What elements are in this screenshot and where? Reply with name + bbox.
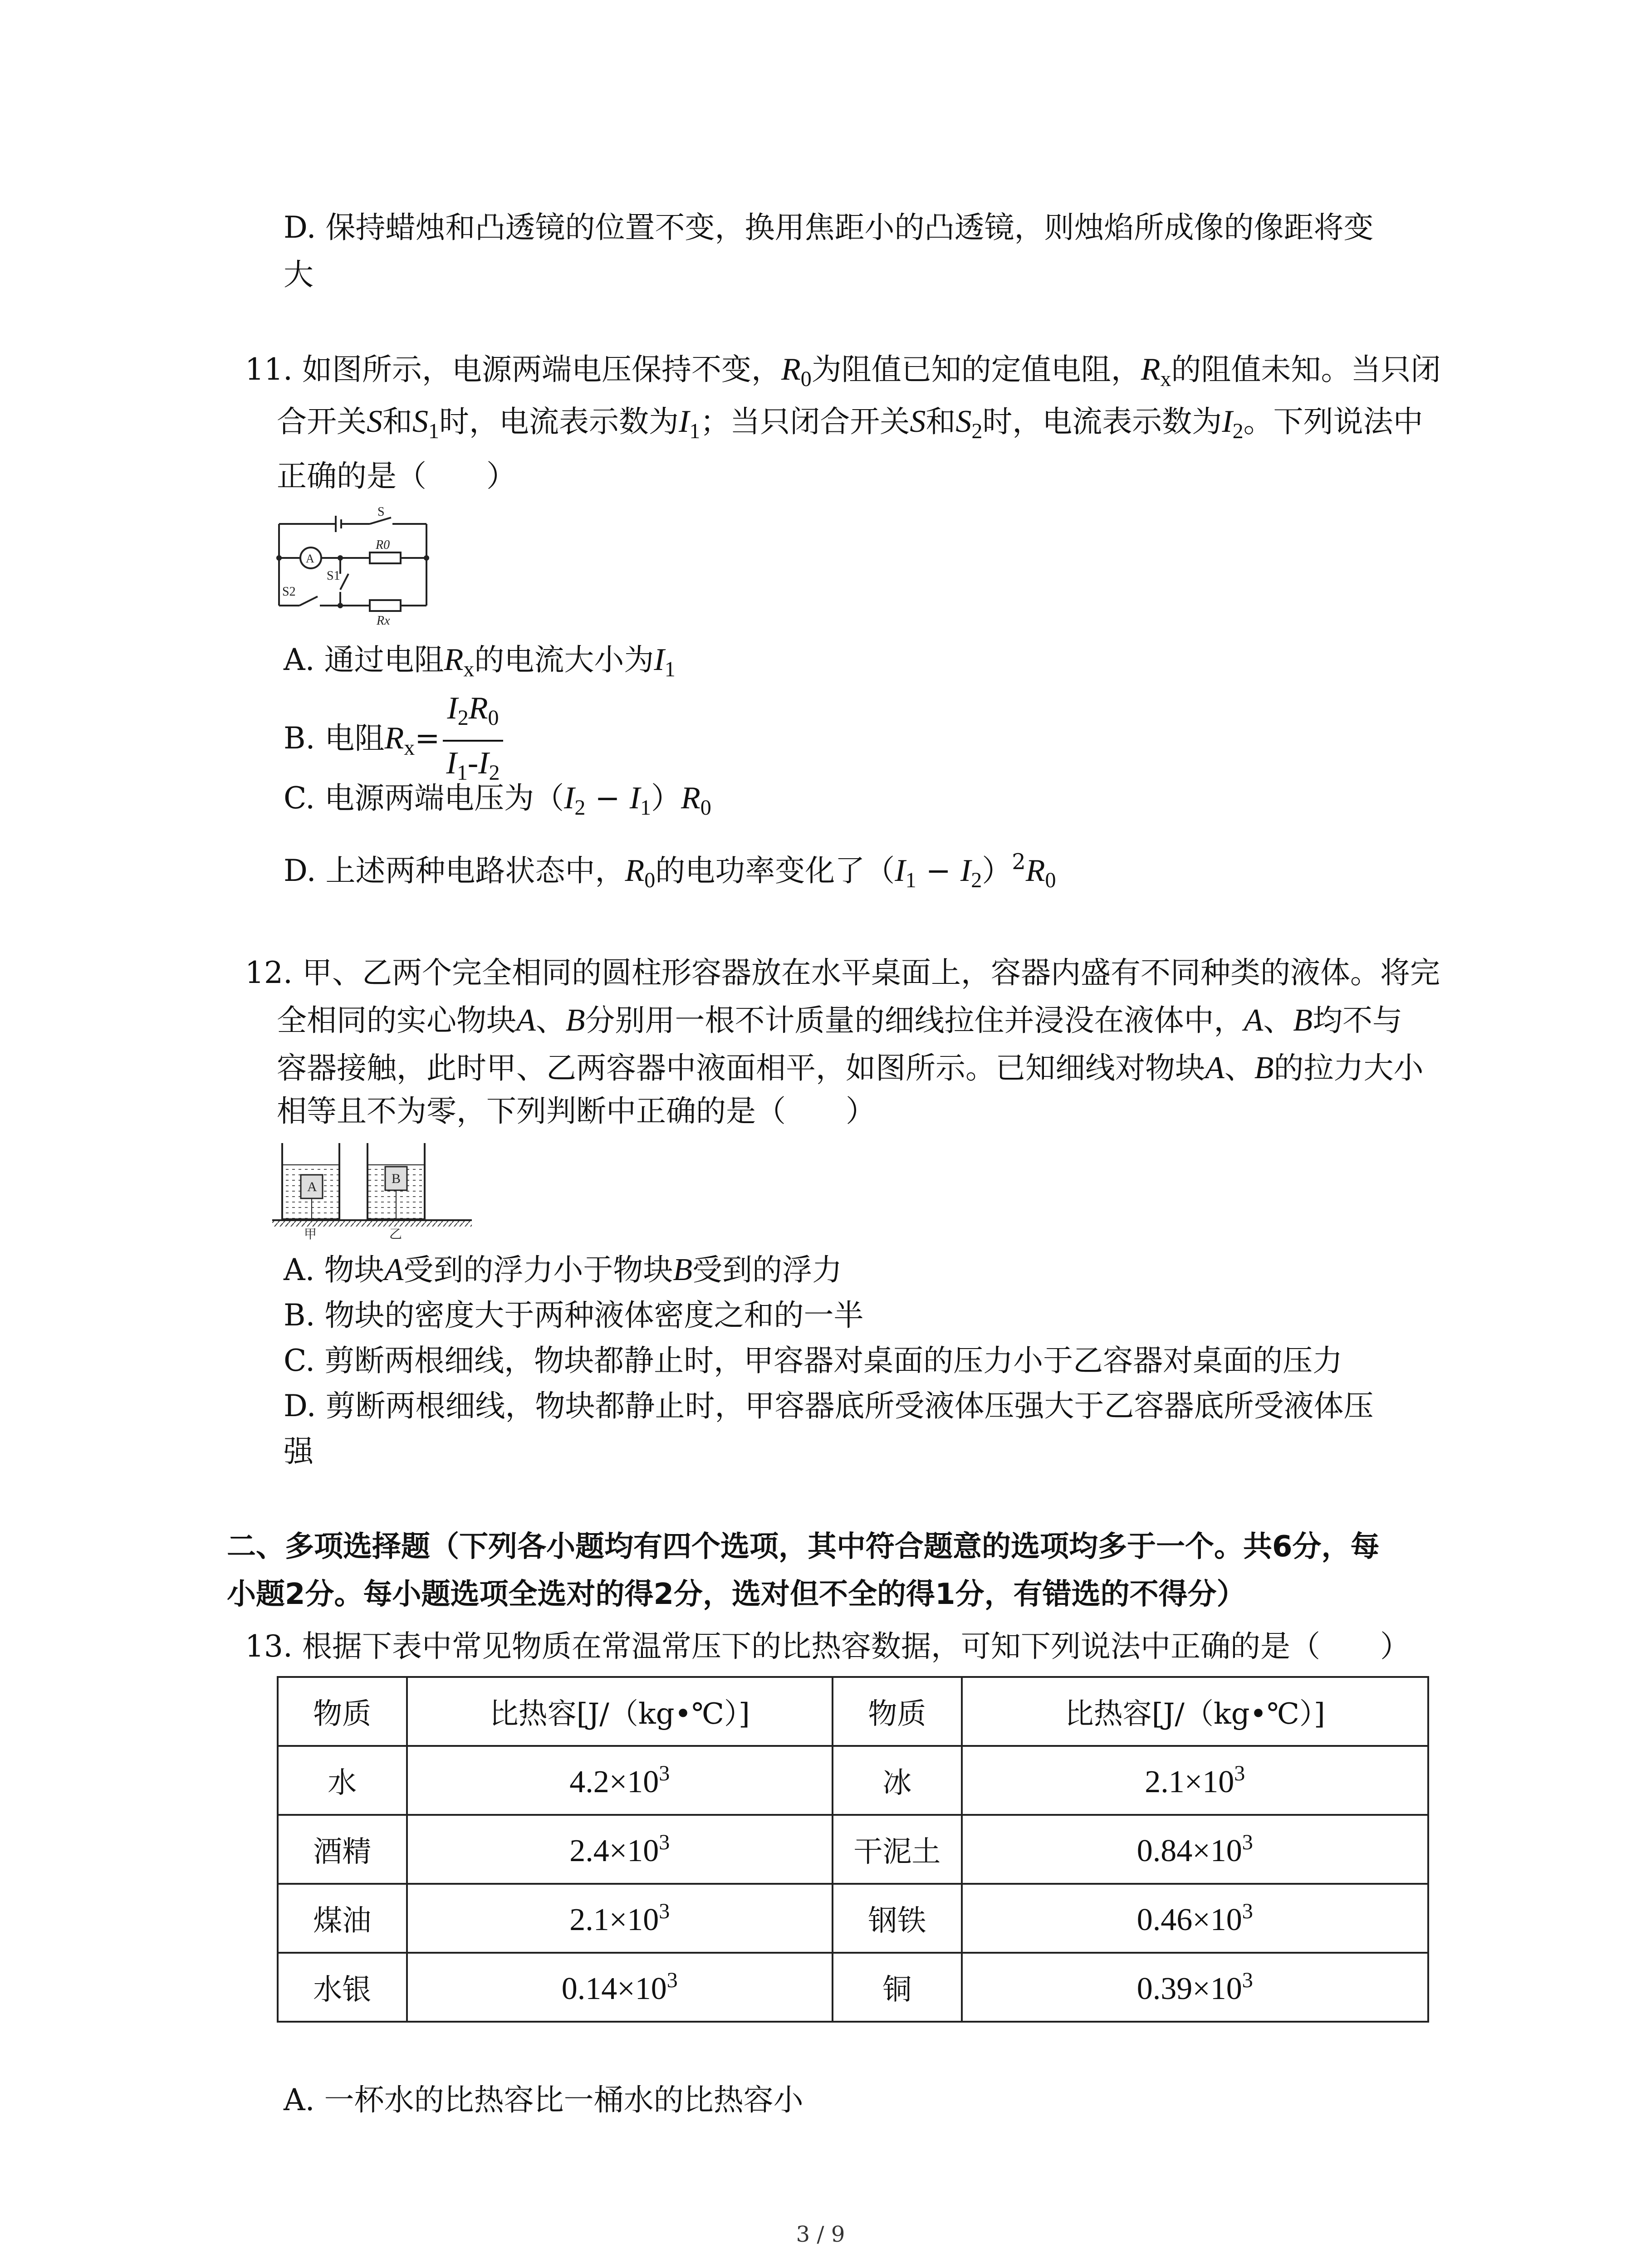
- table-header-cell: 比热容[J/（kg•℃）]: [962, 1677, 1428, 1746]
- table-header-cell: 物质: [833, 1677, 962, 1746]
- table-row: [278, 1815, 1428, 1884]
- q10-option-d-cont: 大: [284, 257, 314, 292]
- table-header-cell: 比热容[J/（kg•℃）]: [407, 1677, 833, 1746]
- table-cell-value: $0.84\times 10^3$: [962, 1815, 1428, 1884]
- figure-label-jia: 甲: [304, 1227, 317, 1241]
- section2-heading-line2: 小题2分。每小题选项全选对的得2分，选对但不全的得1分，有错选的不得分）: [227, 1578, 1246, 1611]
- table-row: [278, 1953, 1428, 2022]
- table-cell-value: $0.46\times 10^3$: [962, 1884, 1428, 1953]
- q11-stem-line3: 正确的是（ ）: [277, 459, 516, 494]
- q11-option-b-fraction: $\frac{I_2R_0}{I_1-I_2}$: [443, 689, 504, 792]
- table-row: [278, 1746, 1428, 1815]
- table-cell-substance: 铜: [833, 1953, 962, 2022]
- q12-option-c: C. 剪断两根细线，物块都静止时，甲容器对桌面的压力小于乙容器对桌面的压力: [284, 1343, 1343, 1378]
- q12-option-b: B. 物块的密度大于两种液体密度之和的一半: [284, 1298, 864, 1333]
- table-cell-substance: 干泥土: [833, 1815, 962, 1884]
- figure-label-a: A: [307, 1179, 317, 1194]
- table-cell-substance: 酒精: [278, 1815, 407, 1884]
- specific-heat-table: [277, 1676, 1429, 2023]
- q12-stem-line3: 容器接触，此时甲、乙两容器中液面相平，如图所示。已知细线对物块A、B的拉力大小: [277, 1051, 1424, 1085]
- table-cell-substance: 冰: [833, 1746, 962, 1815]
- q13-stem: 13. 根据下表中常见物质在常温常压下的比热容数据，可知下列说法中正确的是（ ）: [245, 1629, 1410, 1664]
- table-cell-value: $0.14\times 10^3$: [407, 1953, 833, 2022]
- q12-containers-figure: [272, 1134, 472, 1241]
- table-header-row: [278, 1677, 1428, 1746]
- circuit-label-s1: S1: [327, 569, 340, 583]
- table-cell-value: $2.4\times 10^3$: [407, 1815, 833, 1884]
- figure-label-b: B: [392, 1171, 401, 1186]
- q13-option-a: A. 一杯水的比热容比一桶水的比热容小: [284, 2082, 803, 2117]
- q12-option-d: D. 剪断两根细线，物块都静止时，甲容器底所受液体压强大于乙容器底所受液体压: [284, 1388, 1374, 1423]
- q11-option-c: C. 电源两端电压为$(I_2 - I_1)R_0$: [284, 781, 711, 820]
- circuit-label-r0: R0: [376, 538, 390, 552]
- table-cell-value: $4.2\times 10^3$: [407, 1746, 833, 1815]
- circuit-label-rx: Rx: [377, 614, 390, 628]
- q12-option-d-cont: 强: [284, 1434, 314, 1469]
- table-cell-substance: 煤油: [278, 1884, 407, 1953]
- table-header-cell: 物质: [278, 1677, 407, 1746]
- q11-stem-line1: 11. 如图所示，电源两端电压保持不变，$R_0$为阻值已知的定值电阻，$R_x$的阻值未知。当只闭: [245, 352, 1441, 391]
- q11-circuit-diagram: [272, 506, 436, 628]
- q12-stem-line1: 12. 甲、乙两个完全相同的圆柱形容器放在水平桌面上，容器内盛有不同种类的液体。将完: [245, 955, 1440, 990]
- table-cell-value: $2.1\times 10^3$: [407, 1884, 833, 1953]
- table-cell-substance: 钢铁: [833, 1884, 962, 1953]
- table-cell-value: $0.39\times 10^3$: [962, 1953, 1428, 2022]
- table-row: [278, 1884, 1428, 1953]
- circuit-label-s2: S2: [282, 585, 296, 599]
- figure-label-yi: 乙: [389, 1227, 402, 1241]
- table-cell-substance: 水: [278, 1746, 407, 1815]
- q11-option-a: A. 通过电阻$R_x$的电流大小为$I_1$: [284, 642, 676, 681]
- q12-stem-line4: 相等且不为零，下列判断中正确的是（ ）: [277, 1094, 876, 1129]
- q11-option-b: B. 电阻$R_x=$ $\frac{I_2R_0}{I_1-I_2}$: [284, 689, 506, 792]
- q12-option-a: A. 物块A受到的浮力小于物块B受到的浮力: [284, 1252, 843, 1287]
- circuit-label-s: S: [377, 506, 385, 519]
- table-cell-value: $2.1\times 10^3$: [962, 1746, 1428, 1815]
- page-number: 3 / 9: [796, 2222, 845, 2247]
- table-cell-substance: 水银: [278, 1953, 407, 2022]
- q11-option-d: D. 上述两种电路状态中，$R_0$的电功率变化了$(I_1 - I_2)^2R_0$: [284, 849, 1056, 892]
- section2-heading-line1: 二、多项选择题（下列各小题均有四个选项，其中符合题意的选项均多于一个。共6分，每: [227, 1530, 1380, 1564]
- circuit-label-ammeter: A: [306, 552, 314, 565]
- q11-stem-line2: 合开关S和$S_1$时，电流表示数为$I_1$；当只闭合开关S和$S_2$时，电流表示数为$I_2$。下列说法中: [277, 404, 1423, 443]
- q10-option-d: D. 保持蜡烛和凸透镜的位置不变，换用焦距小的凸透镜，则烛焰所成像的像距将变: [284, 210, 1374, 245]
- q12-stem-line2: 全相同的实心物块A、B分别用一根不计质量的细线拉住并浸没在液体中，A、B均不与: [277, 1003, 1403, 1038]
